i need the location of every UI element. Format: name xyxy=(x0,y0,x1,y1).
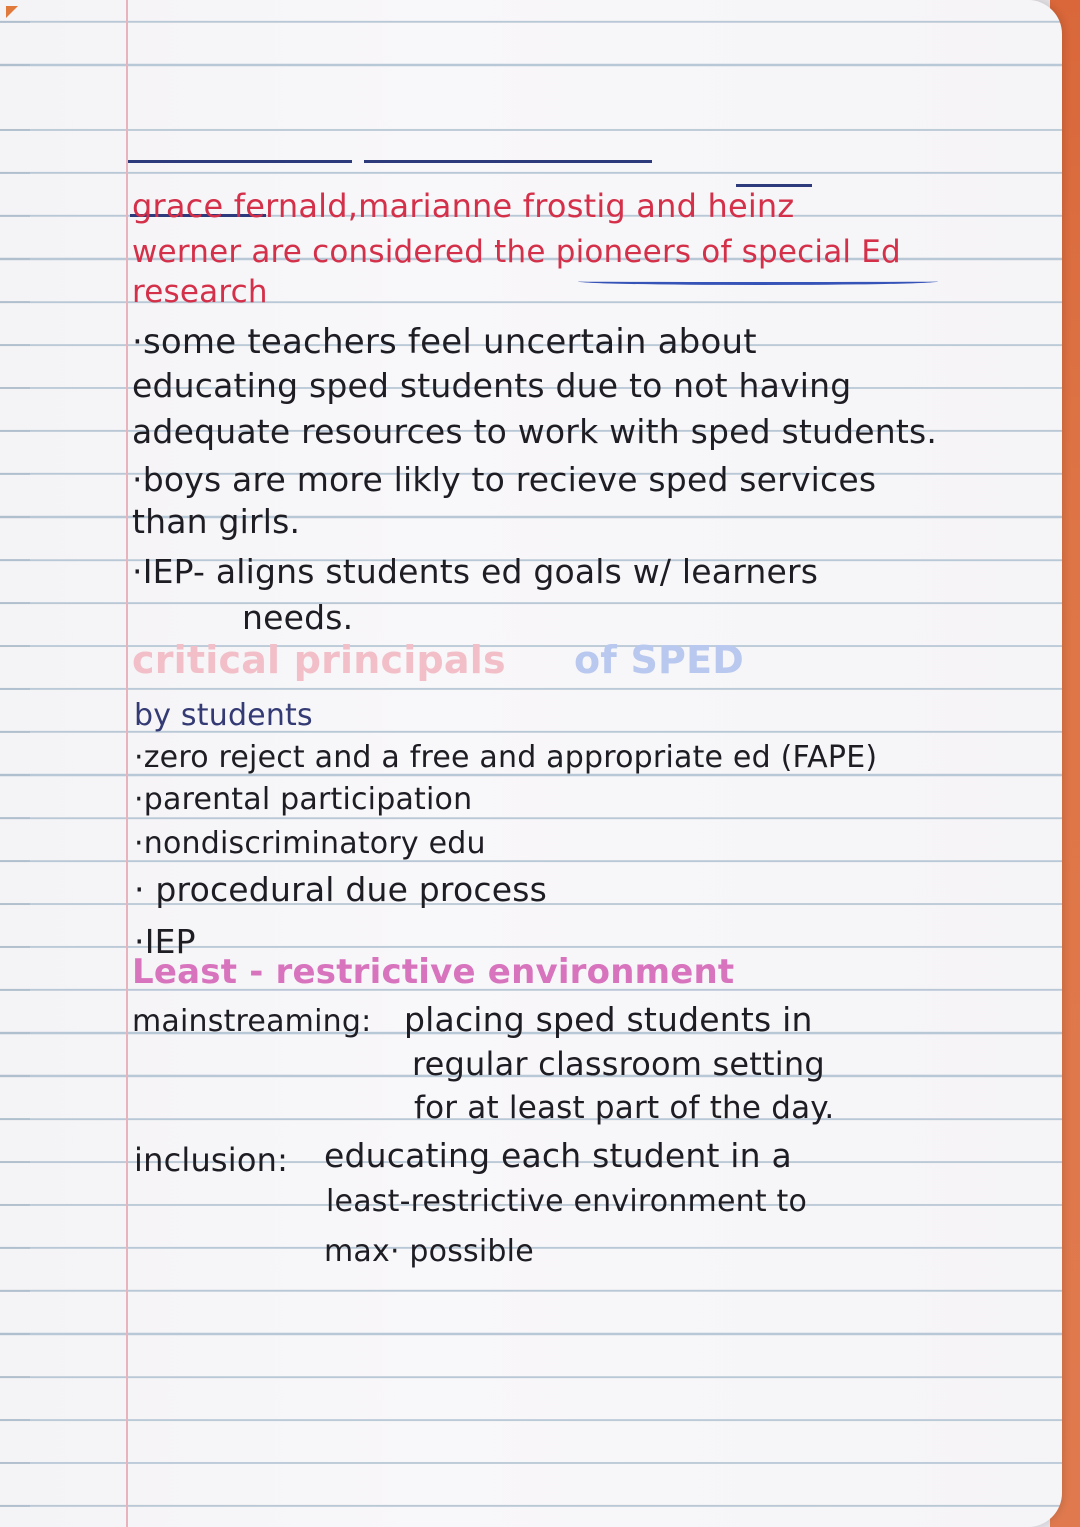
pioneers-line-1: grace fernald,marianne frostig and heinz xyxy=(132,187,795,225)
principle-item-due-process: · procedural due process xyxy=(134,870,547,909)
inclusion-line-3: max· possible xyxy=(324,1234,534,1269)
pioneers-wave-underline xyxy=(578,278,938,285)
mainstreaming-line-2: regular classroom setting xyxy=(412,1045,825,1083)
name-overline-grace-fernald xyxy=(128,160,352,163)
principle-item-iep: ·IEP xyxy=(134,922,196,961)
principles-heading-part2: of SPED xyxy=(574,638,744,682)
teachers-line-3: adequate resources to work with sped students. xyxy=(132,412,938,451)
inclusion-line-2: least-restrictive environment to xyxy=(326,1184,808,1219)
iep-line-2: needs. xyxy=(242,598,354,637)
inclusion-term: inclusion: xyxy=(134,1141,289,1179)
boys-line-2: than girls. xyxy=(132,502,301,541)
inclusion-line-1: educating each student in a xyxy=(324,1136,792,1175)
lre-heading: Least - restrictive environment xyxy=(132,952,735,992)
pioneers-line-3: research xyxy=(132,274,268,310)
mainstreaming-term: mainstreaming: xyxy=(132,1004,372,1039)
principle-item-fape: ·zero reject and a free and appropriate ed (FAPE) xyxy=(134,740,878,775)
mainstreaming-line-3: for at least part of the day. xyxy=(414,1090,835,1126)
iep-line-1: ·IEP- aligns students ed goals w/ learners xyxy=(132,552,819,591)
teachers-line-2: educating sped students due to not having xyxy=(132,366,852,405)
principle-item-nondiscriminatory: ·nondiscriminatory edu xyxy=(134,826,486,861)
name-overline-marianne-frostig xyxy=(364,160,652,163)
teachers-line-1: ·some teachers feel uncertain about xyxy=(132,322,757,362)
principles-subheading: by students xyxy=(134,698,313,733)
pioneers-line-2: werner are considered the pioneers of special Ed xyxy=(132,234,901,270)
mainstreaming-line-1: placing sped students in xyxy=(404,1000,813,1039)
principle-item-parental: ·parental participation xyxy=(134,782,473,817)
principles-heading-part1: critical principals xyxy=(132,638,506,682)
boys-line-1: ·boys are more likly to recieve sped services xyxy=(132,460,877,499)
